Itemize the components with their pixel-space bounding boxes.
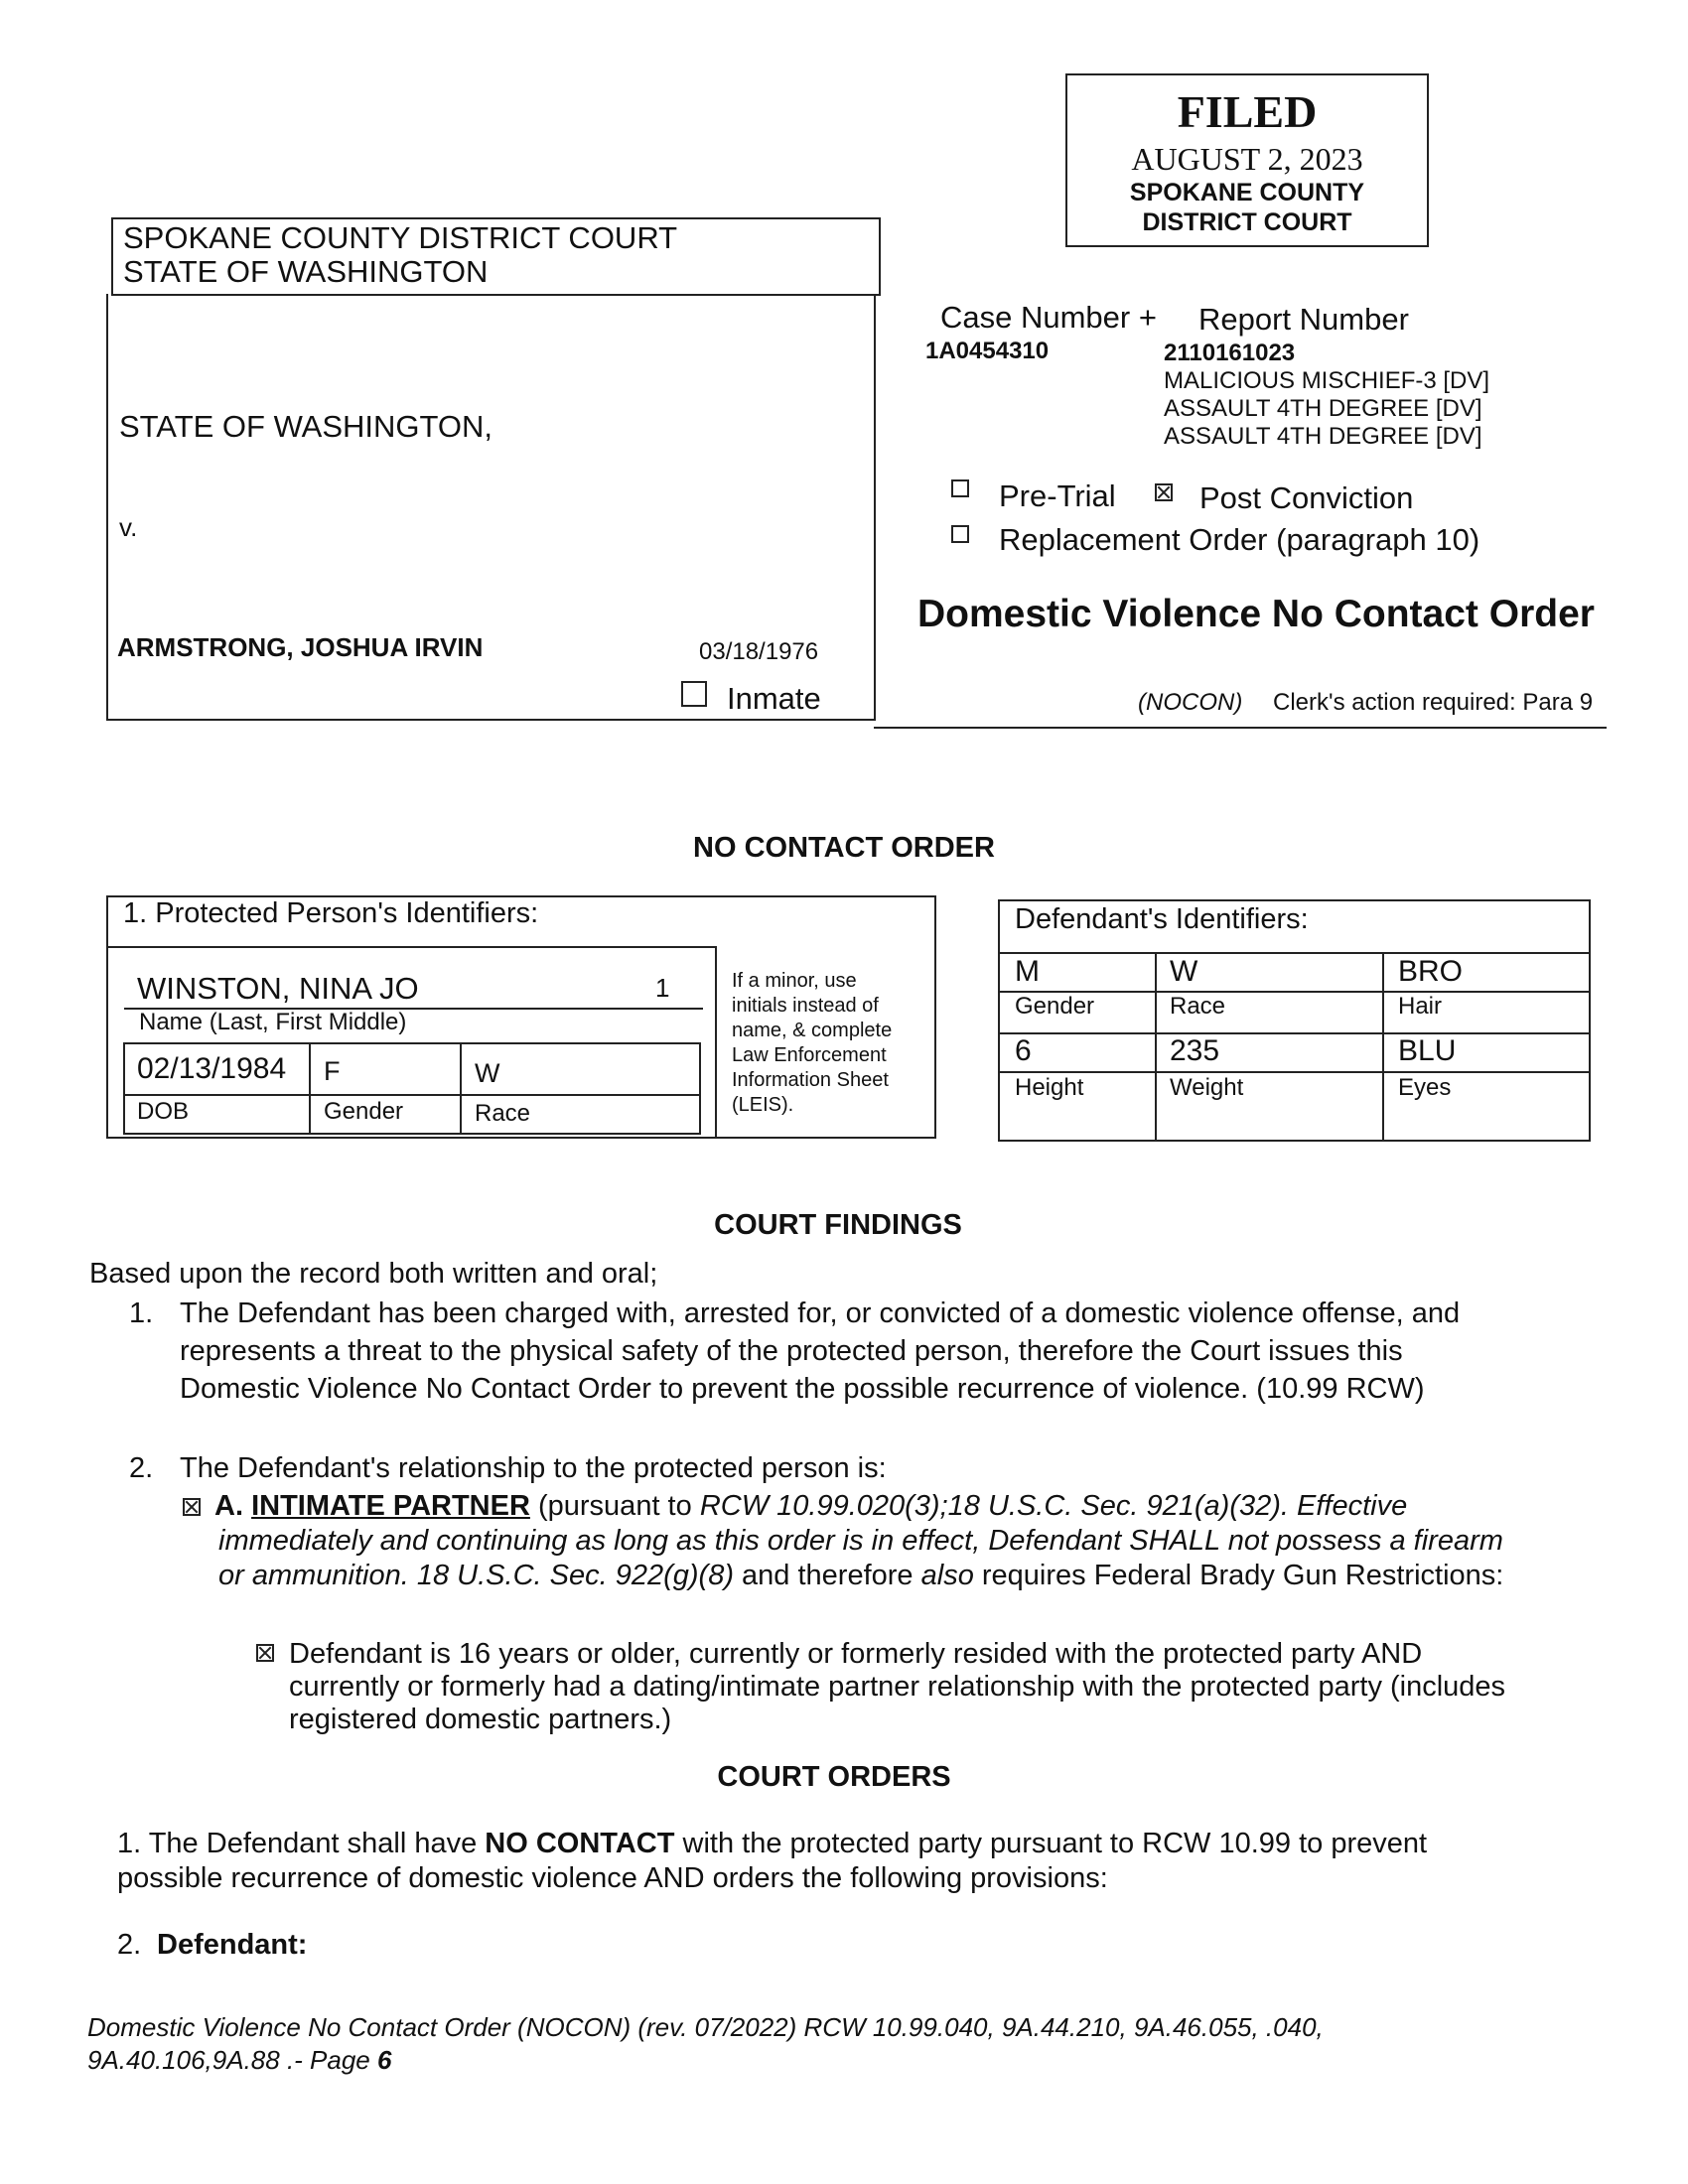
minor-note: [732, 969, 930, 1118]
filed-title: FILED: [1177, 86, 1318, 137]
finding-1-number: 1.: [129, 1297, 154, 1329]
order-title: Domestic Violence No Contact Order: [917, 593, 1595, 635]
footer-line2: 9A.40.106,9A.88 .- Page: [87, 2045, 370, 2075]
intimate-partner-effect: immediately and continuing as long as this order is in effect, Defendant: [218, 1525, 1122, 1557]
defendant-name: ARMSTRONG, JOSHUA IRVIN: [117, 632, 484, 662]
minor-note-line: name, & complete: [732, 1020, 893, 1041]
report-number: 2110161023: [1164, 340, 1296, 366]
order-1-text: [117, 1827, 1607, 1896]
post-conviction-option[interactable]: [1155, 483, 1173, 501]
filed-stamp: [1065, 73, 1429, 247]
defendant-race: W: [1170, 955, 1198, 988]
versus-label: v.: [119, 512, 138, 542]
defendant-race-label: Race: [1170, 993, 1226, 1020]
defendant-height: 6: [1015, 1034, 1032, 1067]
defendant-ids-heading: Defendant's Identifiers:: [1015, 903, 1309, 935]
order-1-suffix: with the protected party pursuant to RCW 10.99 to prevent: [682, 1828, 1428, 1859]
footer: [87, 2011, 1324, 2077]
age-residence-text: [289, 1638, 1600, 1736]
defendant-height-label: Height: [1015, 1074, 1084, 1101]
protected-gender: F: [324, 1056, 341, 1086]
protected-dob: 02/13/1984: [137, 1052, 287, 1085]
defendant-eyes-label: Eyes: [1398, 1074, 1452, 1101]
filed-court-line2: DISTRICT COURT: [1142, 208, 1352, 236]
age-residence-checkbox[interactable]: [256, 1644, 274, 1662]
protected-gender-label: Gender: [324, 1098, 404, 1125]
intimate-partner-term: INTIMATE PARTNER: [251, 1490, 530, 1522]
no-contact-heading: NO CONTACT ORDER: [693, 832, 995, 864]
intimate-partner-ammo: or ammunition. 18 U.S.C. Sec. 922(g)(8): [218, 1560, 734, 1591]
orders-heading: COURT ORDERS: [717, 1761, 951, 1793]
inmate-checkbox[interactable]: [681, 681, 707, 707]
finding-1-text: [180, 1295, 1590, 1408]
case-number-label: Case Number +: [940, 300, 1157, 335]
protected-dob-label: DOB: [137, 1098, 190, 1125]
finding-2-text: The Defendant's relationship to the protected person is:: [180, 1452, 887, 1484]
intimate-partner-also: also: [920, 1560, 974, 1591]
minor-note-line: Law Enforcement: [732, 1044, 887, 1066]
court-name: SPOKANE COUNTY DISTRICT COURT: [123, 220, 678, 255]
minor-note-line: Information Sheet: [732, 1069, 889, 1091]
intimate-partner-checkbox[interactable]: [183, 1498, 201, 1516]
minor-note-line: If a minor, use: [732, 970, 857, 992]
replacement-checkbox[interactable]: [951, 525, 969, 543]
age-residence-option[interactable]: [256, 1644, 274, 1662]
protected-name-label: Name (Last, First Middle): [139, 1009, 407, 1035]
finding-1-line: The Defendant has been charged with, arrested for, or convicted of a domestic violence offense, and: [180, 1297, 1461, 1329]
replacement-option[interactable]: [951, 525, 969, 543]
plaintiff-name: STATE OF WASHINGTON,: [119, 409, 493, 444]
findings-heading: COURT FINDINGS: [714, 1209, 962, 1241]
post-conviction-checkbox[interactable]: [1155, 483, 1173, 501]
pre-trial-option[interactable]: [951, 479, 969, 497]
intimate-partner-and: and therefore: [742, 1560, 914, 1591]
pre-trial-checkbox[interactable]: [951, 479, 969, 497]
order-1-no-contact: NO CONTACT: [485, 1828, 675, 1859]
filed-court-line1: SPOKANE COUNTY: [1129, 179, 1365, 206]
replacement-label: Replacement Order (paragraph 10): [999, 522, 1480, 557]
case-number: 1A0454310: [925, 338, 1050, 364]
defendant-hair: BRO: [1398, 955, 1464, 988]
nocon-label: (NOCON): [1138, 689, 1243, 716]
intimate-partner-pursuant: (pursuant to: [537, 1490, 692, 1522]
age-residence-line: Defendant is 16 years or older, currently or formerly resided with the protected party AND: [289, 1638, 1423, 1670]
intimate-partner-letter: A.: [214, 1490, 243, 1522]
defendant-dob: 03/18/1976: [699, 638, 819, 665]
inmate-label: Inmate: [727, 681, 821, 716]
protected-race: W: [475, 1058, 500, 1088]
minor-note-line: (LEIS).: [732, 1094, 794, 1116]
defendant-weight: 235: [1170, 1034, 1220, 1067]
minor-note-line: initials instead of: [732, 995, 879, 1017]
protected-heading: 1. Protected Person's Identifiers:: [123, 897, 539, 929]
clerk-action: Clerk's action required: Para 9: [1273, 689, 1594, 716]
defendant-eyes: BLU: [1398, 1034, 1457, 1067]
footer-line1: Domestic Violence No Contact Order (NOCON) (rev. 07/2022) RCW 10.99.040, 9A.44.210, 9A.46.055, .040,: [87, 2012, 1324, 2042]
post-conviction-label: Post Conviction: [1199, 480, 1414, 515]
defendant-weight-label: Weight: [1170, 1074, 1244, 1101]
intimate-partner-citation: RCW 10.99.020(3);18 U.S.C. Sec. 921(a)(32). Effective: [699, 1490, 1408, 1522]
intimate-partner-text: [214, 1489, 1605, 1593]
protected-race-label: Race: [475, 1100, 531, 1127]
age-residence-line: registered domestic partners.): [289, 1704, 672, 1735]
defendant-gender: M: [1015, 955, 1040, 988]
order-1-line2: possible recurrence of domestic violence AND orders the following provisions:: [117, 1862, 1108, 1894]
defendant-hair-label: Hair: [1398, 993, 1443, 1020]
intimate-partner-requires: requires Federal Brady Gun Restrictions:: [981, 1560, 1504, 1591]
finding-1-line: Domestic Violence No Contact Order to prevent the possible recurrence of violence. (10.99 RCW): [180, 1373, 1425, 1405]
court-state: STATE OF WASHINGTON: [123, 254, 489, 289]
charge-2: ASSAULT 4TH DEGREE [DV]: [1164, 395, 1482, 422]
protected-name: WINSTON, NINA JO: [137, 971, 419, 1006]
filed-date: AUGUST 2, 2023: [1131, 141, 1363, 177]
finding-1-line: represents a threat to the physical safety of the protected person, therefore the Court issues this: [180, 1335, 1403, 1367]
finding-2-number: 2.: [129, 1452, 154, 1484]
order-2-number: 2.: [117, 1929, 142, 1961]
age-residence-line: currently or formerly had a dating/intimate partner relationship with the protected party (includes: [289, 1671, 1506, 1703]
charge-3: ASSAULT 4TH DEGREE [DV]: [1164, 423, 1482, 450]
order-1-prefix: 1. The Defendant shall have: [117, 1828, 478, 1859]
protected-number: 1: [655, 973, 670, 1003]
report-number-label: Report Number: [1198, 302, 1409, 337]
footer-page-number: 6: [377, 2045, 392, 2075]
intimate-partner-shall: SHALL: [1129, 1525, 1220, 1557]
intimate-partner-effect-end: not possess a firearm: [1227, 1525, 1503, 1557]
order-2-label: Defendant:: [157, 1929, 308, 1961]
defendant-gender-label: Gender: [1015, 993, 1095, 1020]
findings-intro: Based upon the record both written and oral;: [89, 1258, 658, 1290]
pre-trial-label: Pre-Trial: [999, 478, 1116, 513]
charge-1: MALICIOUS MISCHIEF-3 [DV]: [1164, 367, 1490, 394]
intimate-partner-option[interactable]: [183, 1498, 201, 1516]
